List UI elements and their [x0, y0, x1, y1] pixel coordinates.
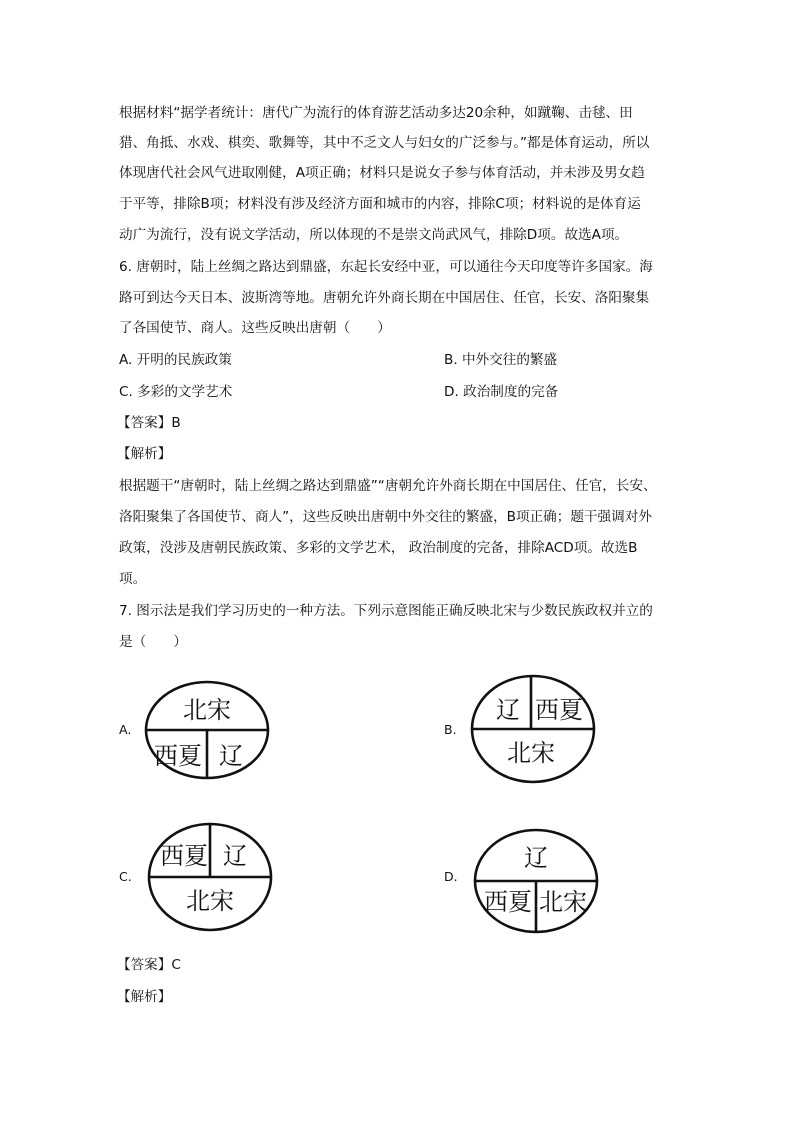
q7-figure-d-label: D.	[444, 869, 458, 884]
figure-a-bottom-left-region: 西夏	[154, 742, 202, 770]
figure-b-bottom-region: 北宋	[507, 739, 555, 767]
analysis-5-line-4: 于平等，排除B项；材料没有涉及经济方面和城市的内容，排除C项；材料说的是体育运	[119, 196, 641, 212]
q7-figure-b-label: B.	[444, 722, 457, 737]
q7-stem-line-2: 是（ ）	[119, 634, 187, 650]
q6-option-c: C. 多彩的文学艺术	[119, 384, 233, 400]
analysis-5-line-3: 体现唐代社会风气进取刚健，A项正确；材料只是说女子参与体育活动，并未涉及男女趋	[119, 165, 645, 181]
figure-d-bottom-right-region: 北宋	[539, 888, 587, 916]
figure-d-bottom-left-region: 西夏	[484, 888, 532, 916]
figure-c-top-left-region: 西夏	[160, 842, 208, 870]
figure-d-top-region: 辽	[524, 844, 548, 872]
figure-b-top-left-region: 辽	[496, 696, 520, 724]
q6-stem-line-1: 6. 唐朝时，陆上丝绸之路达到鼎盛，东起长安经中亚，可以通往今天印度等许多国家。海	[119, 259, 653, 275]
q7-figure-d-diagram	[473, 828, 599, 934]
q6-analysis-header: 【解析】	[117, 446, 172, 462]
q6-option-b: B. 中外交往的繁盛	[444, 352, 558, 368]
analysis-5-line-1: 根据材料“据学者统计：唐代广为流行的体育游艺活动多达20余种，如蹴鞠、击毬、田	[119, 105, 633, 121]
q7-figure-b-diagram	[470, 674, 596, 784]
figure-a-top-region: 北宋	[183, 696, 231, 724]
figure-c-top-right-region: 辽	[223, 842, 247, 870]
q6-answer: 【答案】B	[117, 415, 181, 431]
figure-a-bottom-right-region: 辽	[219, 742, 243, 770]
q7-figure-a-label: A.	[119, 722, 132, 737]
q7-figure-c-label: C.	[119, 869, 132, 884]
figure-c-bottom-region: 北宋	[186, 887, 234, 915]
q7-stem-line-1: 7. 图示法是我们学习历史的一种方法。下列示意图能正确反映北宋与少数民族政权并立的	[119, 603, 653, 619]
analysis-5-line-5: 动广为流行，没有说文学活动，所以体现的不是崇文尚武风气，排除D项。故选A项。	[119, 227, 629, 243]
q6-stem-line-2: 路可到达今天日本、波斯湾等地。唐朝允许外商长期在中国居住、任官，长安、洛阳聚集	[119, 290, 650, 306]
q7-figure-a-diagram	[144, 680, 270, 780]
q7-answer: 【答案】C	[117, 957, 181, 973]
q6-analysis-line-4: 项。	[119, 571, 147, 587]
q7-figure-c-diagram	[147, 822, 273, 932]
figure-b-top-right-region: 西夏	[535, 696, 583, 724]
q6-option-a: A. 开明的民族政策	[119, 352, 232, 368]
q6-stem-line-3: 了各国使节、商人。这些反映出唐朝（ ）	[119, 320, 391, 336]
q6-option-d: D. 政治制度的完备	[444, 384, 559, 400]
analysis-5-line-2: 猎、角抵、水戏、棋奕、歌舞等，其中不乏文人与妇女的广泛参与。”都是体育运动，所以	[119, 135, 650, 151]
q6-analysis-line-2: 洛阳聚集了各国使节、商人”，这些反映出唐朝中外交往的繁盛，B项正确；题干强调对外	[119, 509, 652, 525]
q6-analysis-line-1: 根据题干“唐朝时，陆上丝绸之路达到鼎盛”“唐朝允许外商长期在中国居住、任官，长安、	[119, 478, 657, 494]
q7-analysis-header: 【解析】	[117, 989, 172, 1005]
q6-analysis-line-3: 政策，没涉及唐朝民族政策、多彩的文学艺术， 政治制度的完备，排除ACD项。故选B	[119, 540, 638, 556]
